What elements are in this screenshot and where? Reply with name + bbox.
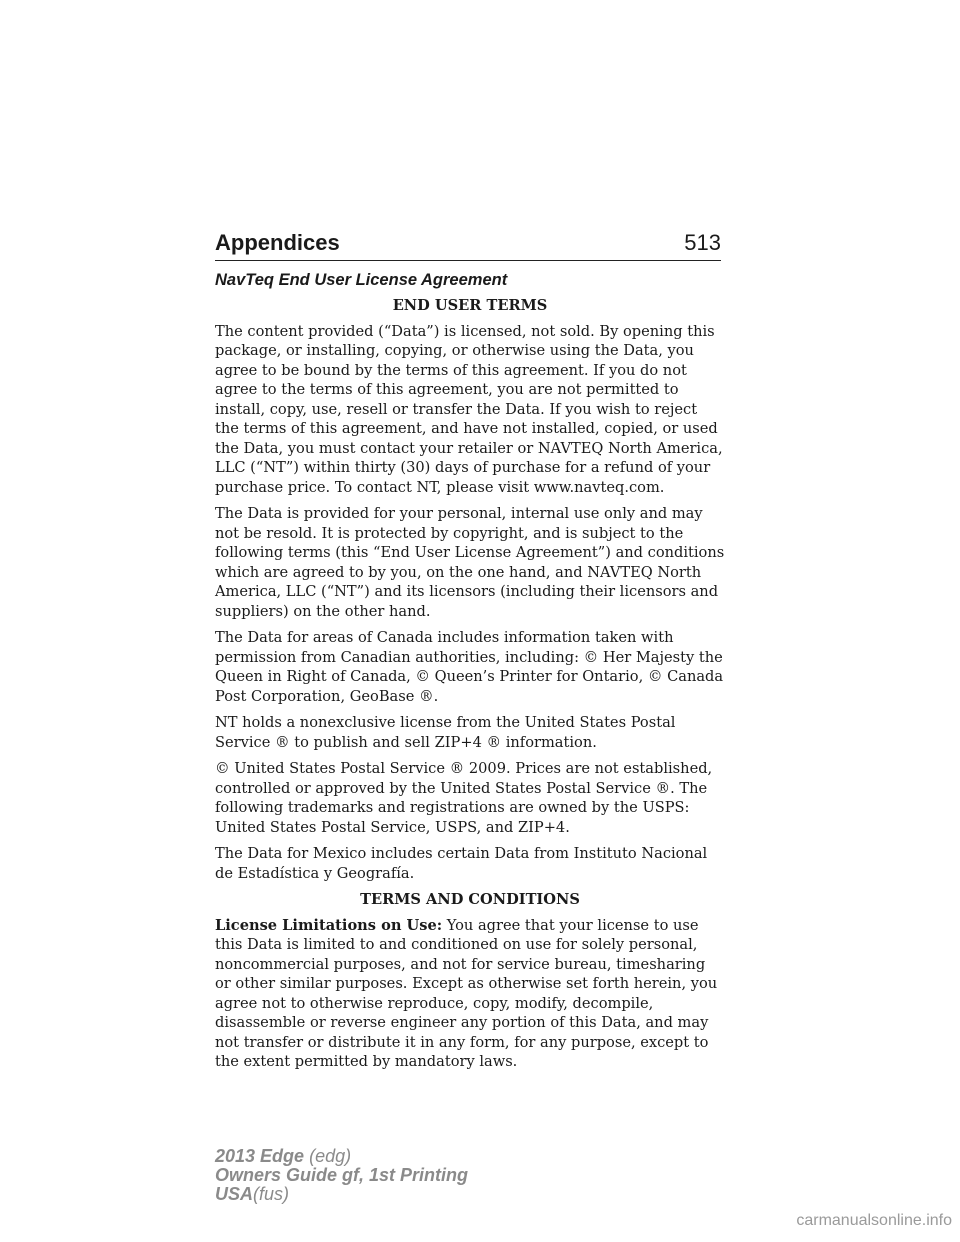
chapter-title: Appendices: [215, 230, 340, 255]
paragraph-mexico: The Data for Mexico includes certain Data from Instituto Nacional de Estadística y Geografía.: [215, 845, 708, 882]
footer-line-guide: Owners Guide gf, 1st Printing: [215, 1165, 469, 1185]
paragraph-personal-use: The Data is provided for your personal, internal use only and may not be resold. It is protected by copyright, and is subject to the following terms (this “End User License Agreement”) and conditions which are agreed to by you, on the one hand, and NAVTEQ North America, LLC (“NT”) and its licensors (including their licensors and suppliers) on the other hand.: [215, 505, 725, 620]
watermark-text: carmanualsonline.info: [796, 1212, 952, 1229]
footer-model: 2013 Edge: [215, 1146, 305, 1166]
page-number: 513: [684, 230, 721, 255]
footer-market-code: (fus): [253, 1184, 290, 1204]
paragraph-data-license: The content provided (“Data”) is licensed, not sold. By opening this package, or installing, copying, or otherwise using the Data, you agree to be bound by the terms of this agreement. If you do not agree to the terms of this agreement, you are not permitted to install, copy, use, resell or transfer the Data. If you wish to reject the terms of this agreement, and have not installed, copied, or used the Data, you must contact your retailer or NAVTEQ North America, LLC (“NT”) within thirty (30) days of purchase for a refund of your purchase price. To contact NT, please visit www.navteq.com.: [215, 322, 723, 496]
footer-line-model: [215, 1147, 468, 1166]
page-content: [215, 270, 725, 1079]
terms-heading: TERMS AND CONDITIONS: [360, 891, 580, 908]
end-user-terms-heading: END USER TERMS: [392, 297, 548, 314]
footer-line-market: [215, 1185, 468, 1204]
paragraph-usps-trademarks: © United States Postal Service ® 2009. Prices are not established, controlled or approved by the United States Postal Service ®. The following trademarks and registrations are owned by the USPS: United States Postal Service, USPS, and ZIP+4.: [215, 760, 713, 836]
section-title: NavTeq End User License Agreement: [215, 271, 508, 289]
page-footer: [215, 1147, 468, 1204]
footer-model-code: (edg): [309, 1146, 352, 1166]
license-lead: License Limitations on Use:: [215, 916, 443, 934]
paragraph-usps-license: NT holds a nonexclusive license from the United States Postal Service ® to publish and sell ZIP+4 ® information.: [215, 714, 676, 751]
footer-market: USA: [215, 1184, 254, 1204]
paragraph-license-limitations: [215, 916, 725, 1072]
page-header: [215, 226, 721, 261]
license-text: You agree that your license to use this Data is limited to and conditioned on use for solely personal, noncommercial purposes, and not for service bureau, timesharing or other similar purposes. Except as otherwise set forth herein, you agree not to otherwise reproduce, copy, modify, decompile, disassemble or reverse engineer any portion of this Data, and may not transfer or distribute it in any form, for any purpose, except to the extent permitted by mandatory laws.: [215, 916, 718, 1070]
paragraph-canada: The Data for areas of Canada includes information taken with permission from Canadian authorities, including: © Her Majesty the Queen in Right of Canada, © Queen’s Printer for Ontario, © Canada Post Corporation, GeoBase ®.: [215, 629, 724, 705]
